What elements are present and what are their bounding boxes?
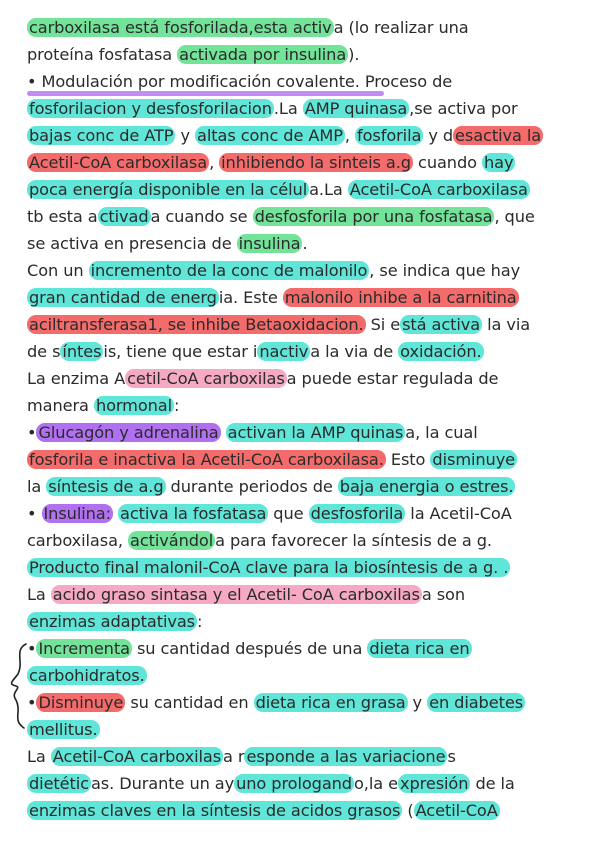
- text-run: Esto: [385, 450, 431, 469]
- text-line: [27, 638, 472, 660]
- highlight-teal: disminuye: [432, 450, 516, 469]
- highlight-teal: en diabetes: [429, 693, 524, 712]
- text-run: de la: [470, 774, 515, 793]
- text-run: que: [268, 504, 309, 523]
- text-run: se activa en presencia de: [27, 234, 237, 253]
- text-run: , que: [494, 207, 535, 226]
- highlight-teal: oxidación.: [400, 342, 482, 361]
- highlight-teal: uno prologand: [236, 774, 352, 793]
- highlight-teal: dieta rica en: [369, 639, 470, 658]
- text-line: [27, 17, 469, 39]
- highlight-teal: carbohidratos.: [29, 666, 145, 685]
- highlight-teal: enzimas claves en la síntesis de acidos grasos: [29, 801, 401, 820]
- text-run: la: [27, 477, 47, 496]
- text-run: La: [27, 747, 51, 766]
- highlight-teal: Acetil-CoA carboxilasa: [349, 180, 528, 199]
- highlight-green: activada por insulina: [179, 45, 347, 64]
- text-run: [221, 423, 226, 442]
- text-run: a.La: [309, 180, 348, 199]
- text-run: y d: [423, 126, 454, 145]
- highlight-teal: esponde a las variacione: [246, 747, 446, 766]
- highlight-teal: gran cantidad de energ: [29, 288, 217, 307]
- text-line: [27, 584, 465, 606]
- text-line: [27, 557, 510, 579]
- highlight-pink: cetil-CoA carboxilas: [127, 369, 285, 388]
- text-run: carboxilasa,: [27, 531, 128, 550]
- highlight-teal: ctivad: [99, 207, 149, 226]
- highlight-teal: Acetil-CoA: [415, 801, 498, 820]
- text-run: a cuando se: [150, 207, 253, 226]
- highlight-teal: desfosforila: [310, 504, 404, 523]
- text-line: [27, 530, 492, 552]
- text-run: durante periodos de: [165, 477, 338, 496]
- highlight-teal: activan la AMP quinas: [227, 423, 404, 442]
- highlight-green: carboxilasa está fosforilada,esta activ: [29, 18, 332, 37]
- text-run: :: [197, 612, 203, 631]
- text-run: s: [447, 747, 456, 766]
- text-run: as. Durante un ay: [90, 774, 235, 793]
- highlight-red: fosforila e inactiva la Acetil-CoA carboxilasa.: [29, 450, 384, 469]
- highlight-teal: poca energía disponible en la célul: [29, 180, 308, 199]
- highlight-green: desfosforila por una fosfatasa: [254, 207, 493, 226]
- text-run: su cantidad en: [125, 693, 254, 712]
- highlight-purple: Insulina:: [43, 504, 111, 523]
- text-line: [27, 368, 498, 390]
- text-line: [27, 503, 512, 525]
- text-line: [27, 800, 500, 822]
- text-run: a puede estar regulada de: [286, 369, 499, 388]
- highlight-teal: incremento de la conc de malonilo: [90, 261, 368, 280]
- text-run: •: [27, 423, 37, 442]
- highlight-teal: bajas conc de ATP: [29, 126, 174, 145]
- text-line: [27, 44, 359, 66]
- text-run: y: [407, 693, 428, 712]
- highlight-purple: Glucagón y adrenalina: [38, 423, 219, 442]
- text-line: [27, 314, 530, 336]
- text-run: ,: [209, 153, 220, 172]
- text-run: , se indica que hay: [369, 261, 521, 280]
- text-run: la via: [482, 315, 531, 334]
- text-run: • Modulación por modificación covalente. Proceso de: [27, 72, 453, 91]
- text-run: •: [27, 693, 37, 712]
- text-run: .: [302, 234, 308, 253]
- text-line: [27, 179, 530, 201]
- text-line: [27, 98, 518, 120]
- highlight-teal: fosforilacion y desfosforilacion: [29, 99, 272, 118]
- text-line: [27, 665, 147, 687]
- text-run: Con un: [27, 261, 89, 280]
- highlight-teal: stá activa: [402, 315, 481, 334]
- highlight-teal: síntesis de a.g: [48, 477, 164, 496]
- highlight-teal: dieta rica en grasa: [255, 693, 406, 712]
- highlight-pink: acido graso sintasa y el Acetil- CoA carboxilas: [52, 585, 420, 604]
- text-line: [27, 233, 308, 255]
- highlight-teal: altas conc de AMP: [197, 126, 343, 145]
- text-run: :: [174, 396, 180, 415]
- text-line: [27, 476, 515, 498]
- text-run: a r: [223, 747, 245, 766]
- text-line: [27, 395, 179, 417]
- text-run: de s: [27, 342, 61, 361]
- text-line: [27, 719, 100, 741]
- text-run: a, la cual: [405, 423, 478, 442]
- highlight-red: Acetil-CoA carboxilasa: [29, 153, 208, 172]
- text-run: y: [175, 126, 196, 145]
- highlight-teal: íntes: [62, 342, 102, 361]
- text-run: ,se activa por: [409, 99, 518, 118]
- text-line: [27, 125, 543, 147]
- highlight-red: inhibiendo la sinteis a.g: [221, 153, 411, 172]
- text-run: su cantidad después de una: [131, 639, 368, 658]
- text-run: is, tiene que estar i: [103, 342, 258, 361]
- text-run: a (lo realizar una: [333, 18, 469, 37]
- text-run: la Acetil-CoA: [405, 504, 512, 523]
- text-line: [27, 287, 519, 309]
- text-run: Si e: [365, 315, 401, 334]
- text-run: o,la e: [354, 774, 398, 793]
- highlight-green: Incrementa: [38, 639, 130, 658]
- highlight-teal: Acetil-CoA carboxilas: [52, 747, 222, 766]
- highlight-teal: xpresión: [399, 774, 469, 793]
- text-run: tb esta a: [27, 207, 98, 226]
- highlight-red: malonilo inhibe a la carnitina: [284, 288, 517, 307]
- highlight-teal: hay: [483, 153, 514, 172]
- highlight-green: insulina: [238, 234, 301, 253]
- highlight-teal: dietétic: [29, 774, 89, 793]
- text-line: [27, 152, 515, 174]
- highlight-red: Disminuye: [38, 693, 124, 712]
- text-line: [27, 71, 452, 93]
- text-run: proteína fosfatasa: [27, 45, 178, 64]
- highlight-teal: enzimas adaptativas: [29, 612, 196, 631]
- highlight-red: esactiva la: [455, 126, 542, 145]
- highlight-teal: hormonal: [95, 396, 173, 415]
- highlight-red: aciltransferasa1, se inhibe Betaoxidacion.: [29, 315, 364, 334]
- highlight-teal: Producto final malonil-CoA clave para la biosíntesis de a g. .: [29, 558, 509, 577]
- text-run: a son: [421, 585, 466, 604]
- text-run: a para favorecer la síntesis de a g.: [215, 531, 492, 550]
- highlight-green: activándol: [130, 531, 214, 550]
- text-run: ,: [344, 126, 355, 145]
- text-run: •: [27, 504, 42, 523]
- text-line: [27, 692, 525, 714]
- text-run: a la via de: [310, 342, 399, 361]
- text-line: [27, 746, 456, 768]
- text-line: [27, 422, 478, 444]
- text-run: cuando: [412, 153, 482, 172]
- highlight-teal: baja energia o estres.: [339, 477, 514, 496]
- text-line: [27, 773, 515, 795]
- text-line: [27, 341, 484, 363]
- text-run: (: [402, 801, 414, 820]
- highlight-teal: nactiv: [259, 342, 309, 361]
- text-run: manera: [27, 396, 94, 415]
- text-line: [27, 611, 202, 633]
- text-run: .La: [273, 99, 303, 118]
- highlight-teal: activa la fosfatasa: [120, 504, 267, 523]
- highlight-teal: fosforila: [356, 126, 422, 145]
- text-run: •: [27, 639, 37, 658]
- text-line: [27, 260, 520, 282]
- text-run: La: [27, 585, 51, 604]
- text-line: [27, 449, 517, 471]
- text-run: ).: [348, 45, 360, 64]
- text-line: [27, 206, 535, 228]
- highlight-teal: AMP quinasa: [304, 99, 408, 118]
- highlight-teal: mellitus.: [29, 720, 98, 739]
- text-run: La enzima A: [27, 369, 126, 388]
- text-run: ia. Este: [218, 288, 283, 307]
